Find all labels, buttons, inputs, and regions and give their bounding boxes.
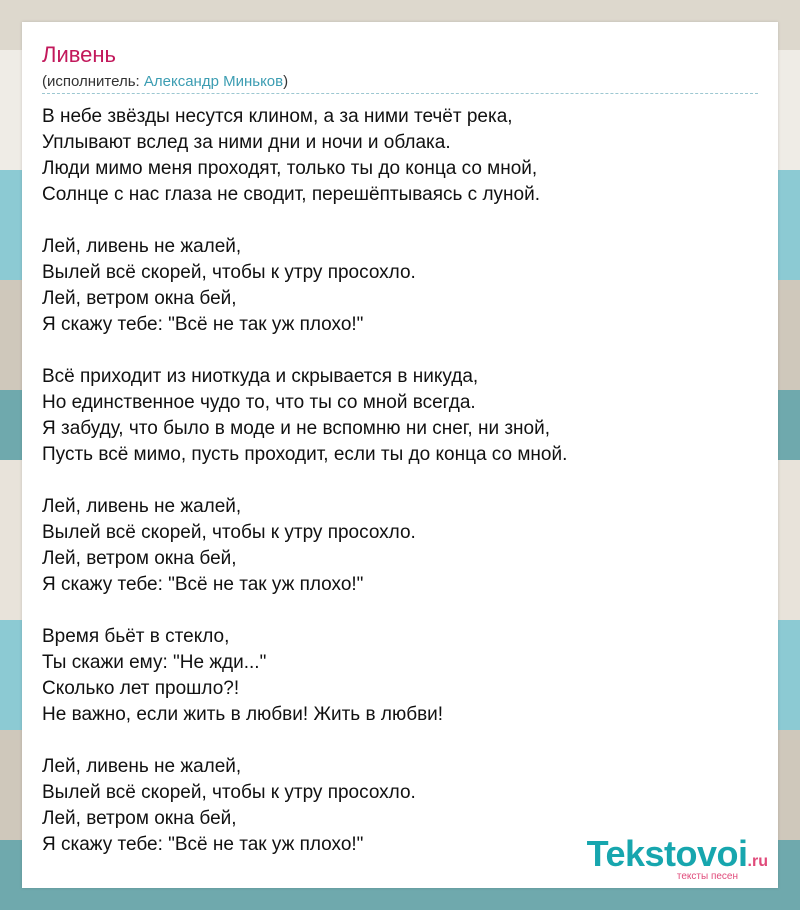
site-logo [587,833,768,882]
lyric-line: Лей, ливень не жалей, [42,496,242,517]
lyric-line: Лей, ветром окна бей, [42,548,237,569]
lyric-line: Я скажу тебе: "Всё не так уж плохо!" [42,574,364,595]
lyric-line: Я забуду, что было в моде и не вспомню ни снег, ни зной, [42,418,550,439]
lyric-line: Лей, ветром окна бей, [42,288,237,309]
lyrics-card [22,22,778,888]
lyric-line: Вылей всё скорей, чтобы к утру просохло. [42,782,416,803]
stanza-bridge [42,624,758,728]
lyric-line: В небе звёзды несутся клином, а за ними течёт река, [42,106,513,127]
stanza-verse-2 [42,364,758,468]
lyric-line: Но единственное чудо то, что ты со мной всегда. [42,392,476,413]
lyric-line: Лей, ливень не жалей, [42,756,242,777]
lyric-line: Вылей всё скорей, чтобы к утру просохло. [42,522,416,543]
lyric-line: Люди мимо меня проходят, только ты до конца со мной, [42,158,538,179]
lyric-line: Солнце с нас глаза не сводит, перешёптываясь с луной. [42,184,540,205]
artist-info [42,73,288,90]
stanza-verse-1 [42,104,758,208]
title-divider [42,93,758,94]
song-title: Ливень [42,42,117,67]
artist-suffix: ) [283,73,289,90]
lyric-line: Ты скажи ему: "Не жди..." [42,652,267,673]
lyric-line: Лей, ливень не жалей, [42,236,242,257]
lyric-line: Уплывают вслед за ними дни и ночи и облака. [42,132,451,153]
lyric-line: Всё приходит из ниоткуда и скрывается в никуда, [42,366,479,387]
lyric-line: Лей, ветром окна бей, [42,808,237,829]
artist-link[interactable]: Александр Миньков [143,73,284,90]
stanza-chorus-2 [42,494,758,598]
lyric-line: Не важно, если жить в любви! Жить в любви! [42,704,444,725]
logo-wordmark: Tekstovoi [586,833,748,874]
lyric-line: Я скажу тебе: "Всё не так уж плохо!" [42,314,364,335]
artist-prefix: (исполнитель: [42,73,144,90]
logo-tld: .ru [747,853,768,870]
lyric-line: Вылей всё скорей, чтобы к утру просохло. [42,262,416,283]
stanza-chorus-1 [42,234,758,338]
logo-tagline: тексты песен [676,871,738,882]
lyric-line: Пусть всё мимо, пусть проходит, если ты до конца со мной. [42,444,568,465]
lyric-line: Я скажу тебе: "Всё не так уж плохо!" [42,834,364,855]
lyric-line: Время бьёт в стекло, [42,626,230,647]
lyric-line: Сколько лет прошло?! [42,678,240,699]
lyrics-text [42,104,758,884]
